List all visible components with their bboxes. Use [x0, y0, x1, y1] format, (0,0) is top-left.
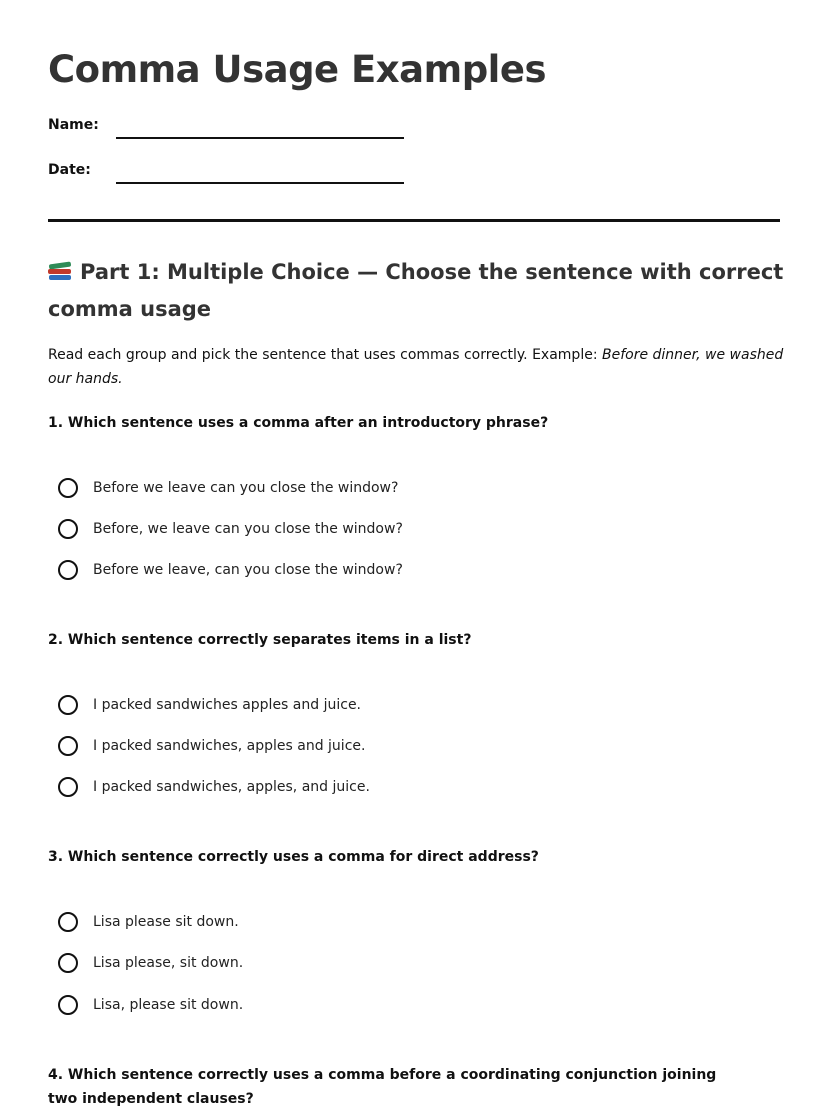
date-line[interactable]	[116, 182, 404, 184]
option-label: Before we leave can you close the window?	[93, 480, 399, 496]
radio-button[interactable]	[58, 995, 78, 1015]
name-line[interactable]	[116, 137, 404, 139]
option-label: Lisa please, sit down.	[93, 955, 244, 971]
q2-option-a[interactable]	[58, 693, 361, 717]
radio-button[interactable]	[58, 478, 78, 498]
q3-option-a[interactable]	[58, 910, 239, 934]
header-divider	[48, 219, 780, 222]
radio-button[interactable]	[58, 736, 78, 756]
instructions-text: Read each group and pick the sentence that uses commas correctly. Example:	[48, 347, 602, 363]
question-3-text: 3. Which sentence correctly uses a comma for direct address?	[48, 849, 539, 865]
option-label: Lisa, please sit down.	[93, 997, 244, 1013]
part1-heading-text: Part 1: Multiple Choice — Choose the sentence with correct comma usage	[48, 260, 784, 321]
question-2-text: 2. Which sentence correctly separates items in a list?	[48, 632, 472, 648]
option-label: Lisa please sit down.	[93, 914, 239, 930]
instructions	[48, 343, 788, 391]
q1-option-b[interactable]	[58, 517, 403, 541]
radio-button[interactable]	[58, 519, 78, 539]
instructions-example: Before dinner, we washed our hands.	[48, 347, 784, 387]
option-label: I packed sandwiches, apples and juice.	[93, 738, 366, 754]
q1-option-a[interactable]	[58, 476, 398, 500]
radio-button[interactable]	[58, 560, 78, 580]
part1-heading	[48, 254, 788, 328]
radio-button[interactable]	[58, 953, 78, 973]
question-1-text: 1. Which sentence uses a comma after an introductory phrase?	[48, 415, 549, 431]
option-label: Before, we leave can you close the window?	[93, 521, 403, 537]
question-4-text: 4. Which sentence correctly uses a comma before a coordinating conjunction joining two independent clauses?	[48, 1067, 717, 1107]
q2-option-c[interactable]	[58, 775, 370, 799]
radio-button[interactable]	[58, 695, 78, 715]
option-label: I packed sandwiches, apples, and juice.	[93, 779, 370, 795]
date-label: Date:	[48, 162, 91, 178]
option-label: Before we leave, can you close the window?	[93, 562, 403, 578]
q2-option-b[interactable]	[58, 734, 365, 758]
radio-button[interactable]	[58, 912, 78, 932]
q3-option-c[interactable]	[58, 993, 243, 1017]
option-label: I packed sandwiches apples and juice.	[93, 697, 362, 713]
page-title: Comma Usage Examples	[48, 48, 546, 91]
q1-option-c[interactable]	[58, 558, 403, 582]
name-label: Name:	[48, 117, 99, 133]
books-icon	[48, 261, 72, 281]
radio-button[interactable]	[58, 777, 78, 797]
q3-option-b[interactable]	[58, 951, 243, 975]
